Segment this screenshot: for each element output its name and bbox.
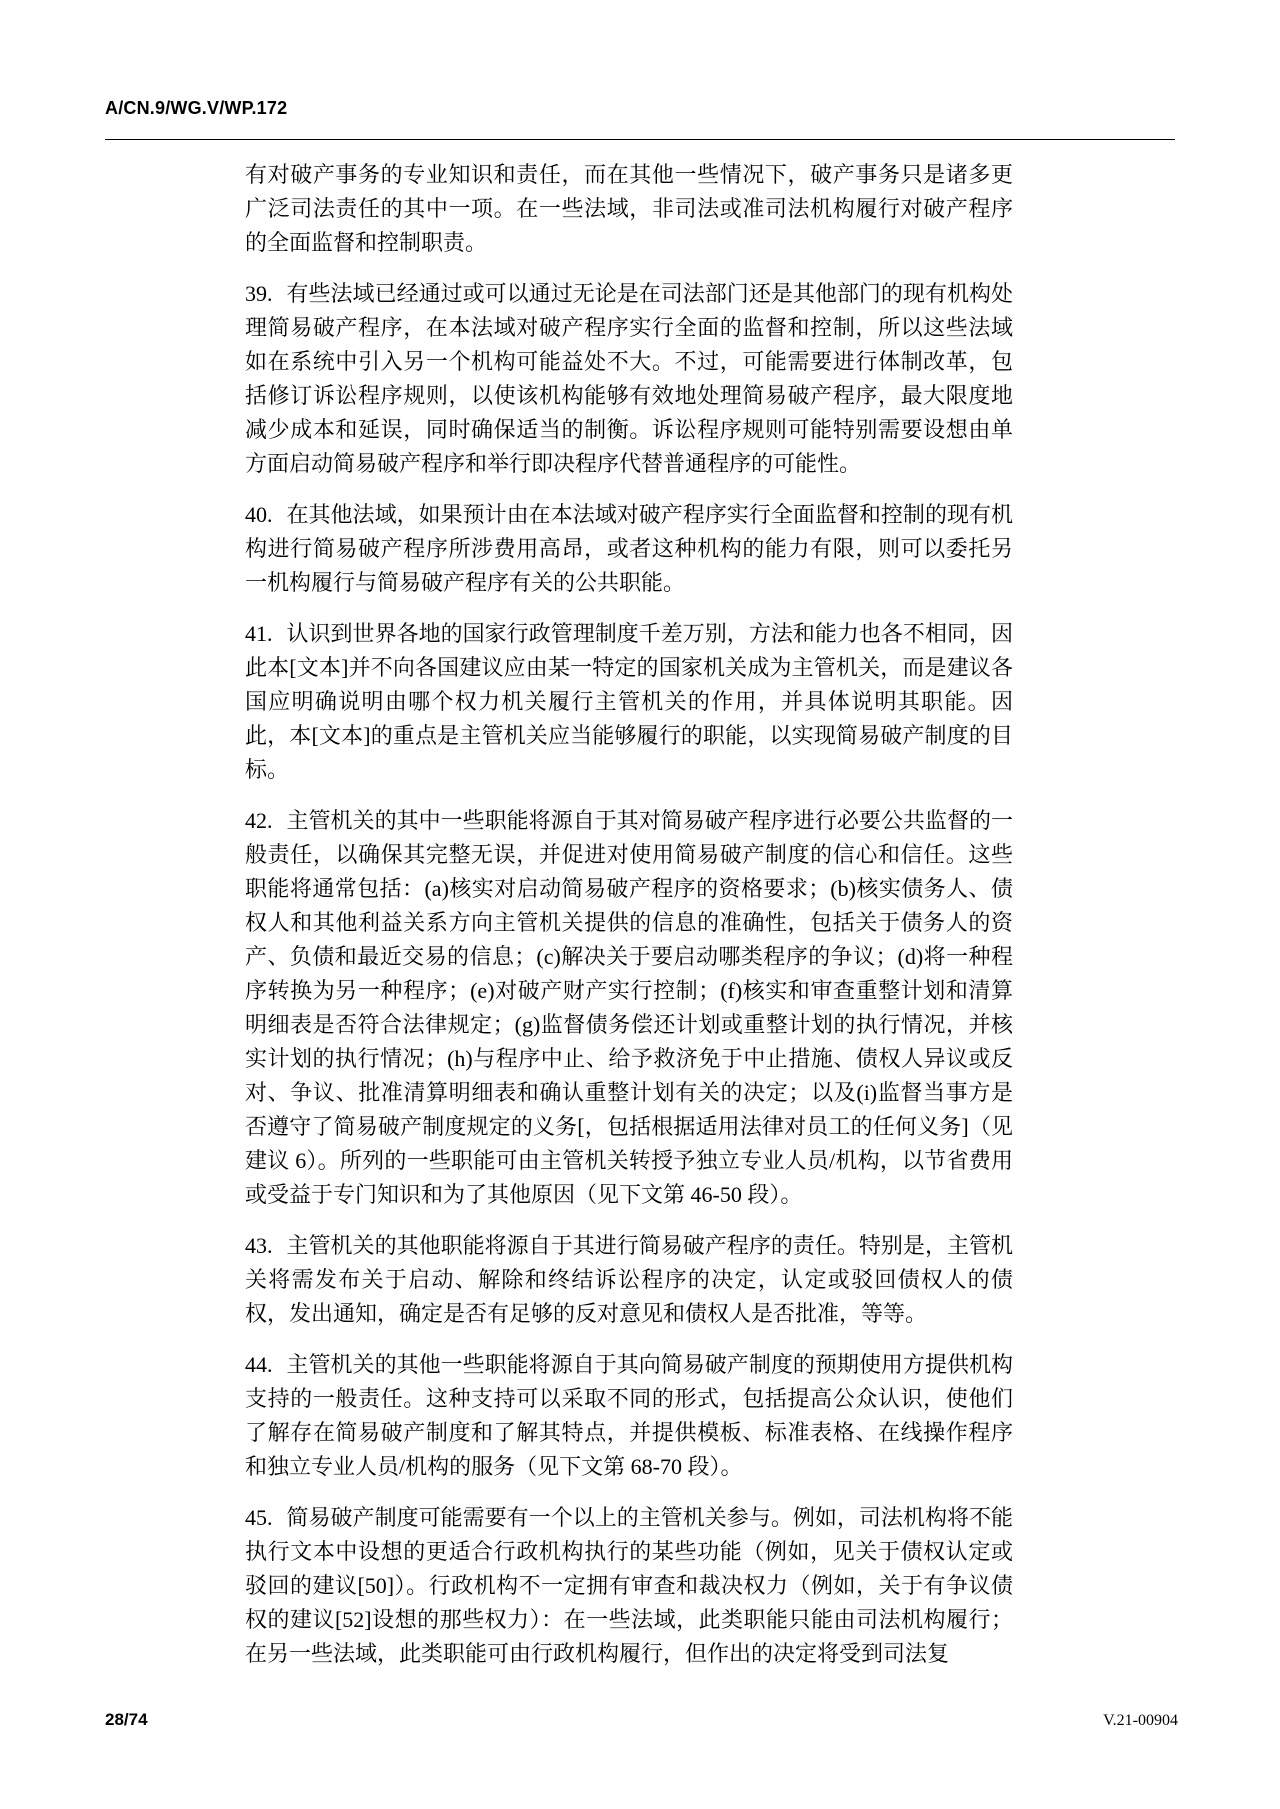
paragraph-text: 主管机关的其中一些职能将源自于其对简易破产程序进行必要公共监督的一般责任，以确保其完整无误，并促进对使用简易破产制度的信心和信任。这些职能将通常包括：(a)核实对启动简易破产程序的资格要求；(b)核实债务人、债权人和其他利益关系方向主管机关提供的信息的准确性，包括关于债务人的资产、负债和最近交易的信息；(c)解决关于要启动哪类程序的争议；(d)将一种程序转换为另一种程序；(e)对破产财产实行控制；(f)核实和审查重整计划和清算明细表是否符合法律规定；(g)监督债务偿还计划或重整计划的执行情况，并核实计划的执行情况；(h)与程序中止、给予救济免于中止措施、债权人异议或反对、争议、批准清算明细表和确认重整计划有关的决定；以及(i)监督当事方是否遵守了简易破产制度规定的义务[，包括根据适用法律对员工的任何义务]（见建议 6）。所列的一些职能可由主管机关转授予独立专业人员/机构，以节省费用或受益于专门知识和为了其他原因（见下文第 46-50 段）。 [245,808,1013,1207]
paragraph-number: 45. [245,1505,273,1530]
paragraph-40 [245,498,1013,600]
job-number: V.21-00904 [1103,1712,1178,1729]
paragraph-text: 有些法域已经通过或可以通过无论是在司法部门还是其他部门的现有机构处理简易破产程序，在本法域对破产程序实行全面的监督和控制，所以这些法域如在系统中引入另一个机构可能益处不大。不过，可能需要进行体制改革，包括修订诉讼程序规则，以使该机构能够有效地处理简易破产程序，最大限度地减少成本和延误，同时确保适当的制衡。诉讼程序规则可能特别需要设想由单方面启动简易破产程序和举行即决程序代替普通程序的可能性。 [245,281,1013,476]
paragraph-text: 在其他法域，如果预计由在本法域对破产程序实行全面监督和控制的现有机构进行简易破产程序所涉费用高昂，或者这种机构的能力有限，则可以委托另一机构履行与简易破产程序有关的公共职能。 [245,502,1013,595]
paragraph-number: 41. [245,621,273,646]
paragraph-text: 有对破产事务的专业知识和责任，而在其他一些情况下，破产事务只是诸多更广泛司法责任的其中一项。在一些法域，非司法或准司法机构履行对破产程序的全面监督和控制职责。 [245,162,1013,255]
paragraph-continuation [245,158,1013,260]
paragraph-text: 主管机关的其他一些职能将源自于其向简易破产制度的预期使用方提供机构支持的一般责任。这种支持可以采取不同的形式，包括提高公众认识，使他们了解存在简易破产制度和了解其特点，并提供模板、标准表格、在线操作程序和独立专业人员/机构的服务（见下文第 68-70 段）。 [245,1352,1013,1479]
paragraph-number: 44. [245,1352,273,1377]
document-symbol: A/CN.9/WG.V/WP.172 [105,98,288,118]
document-body [245,158,1013,1671]
paragraph-42 [245,804,1013,1212]
paragraph-number: 42. [245,808,273,833]
paragraph-number: 39. [245,281,273,306]
paragraph-number: 43. [245,1233,273,1258]
page-number: 28/74 [105,1710,148,1729]
paragraph-text: 主管机关的其他职能将源自于其进行简易破产程序的责任。特别是，主管机关将需发布关于启动、解除和终结诉讼程序的决定，认定或驳回债权人的债权，发出通知，确定是否有足够的反对意见和债权人是否批准，等等。 [245,1233,1013,1326]
paragraph-39 [245,277,1013,481]
paragraph-text: 简易破产制度可能需要有一个以上的主管机关参与。例如，司法机构将不能执行文本中设想的更适合行政机构执行的某些功能（例如，见关于债权认定或驳回的建议[50]）。行政机构不一定拥有审查和裁决权力（例如，关于有争议债权的建议[52]设想的那些权力）：在一些法域，此类职能只能由司法机构履行；在另一些法域，此类职能可由行政机构履行，但作出的决定将受到司法复 [245,1505,1013,1666]
paragraph-41 [245,617,1013,787]
paragraph-number: 40. [245,502,273,527]
paragraph-45 [245,1501,1013,1671]
paragraph-44 [245,1348,1013,1484]
header-rule [105,139,1175,140]
paragraph-text: 认识到世界各地的国家行政管理制度千差万别，方法和能力也各不相同，因此本[文本]并不向各国建议应由某一特定的国家机关成为主管机关，而是建议各国应明确说明由哪个权力机关履行主管机关的作用，并具体说明其职能。因此，本[文本]的重点是主管机关应当能够履行的职能，以实现简易破产制度的目标。 [245,621,1013,782]
paragraph-43 [245,1229,1013,1331]
